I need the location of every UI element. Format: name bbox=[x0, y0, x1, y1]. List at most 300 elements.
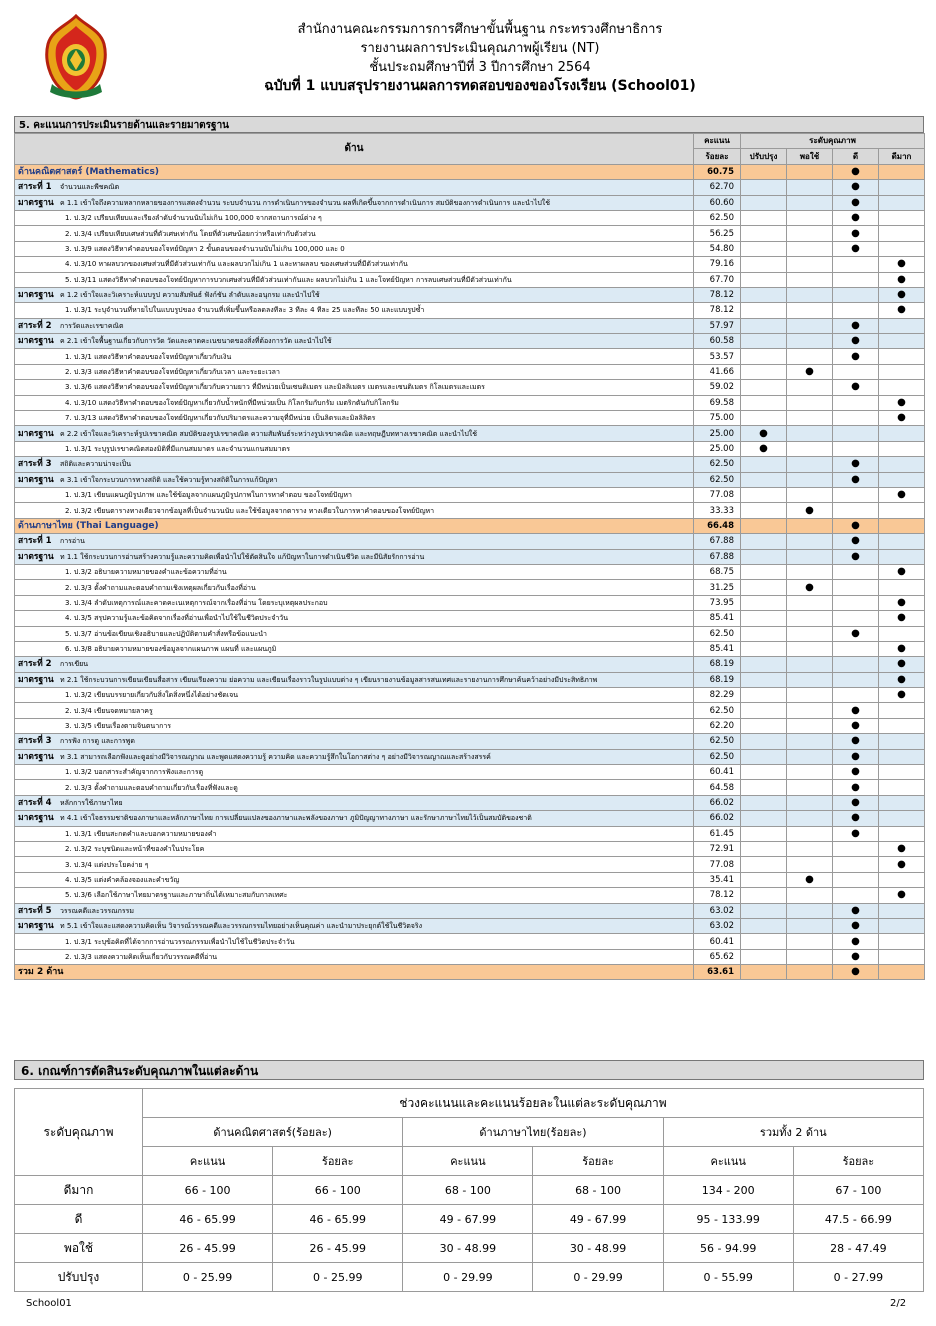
level-dot-icon: ● bbox=[897, 489, 906, 501]
level-cell bbox=[833, 903, 879, 918]
level-cell bbox=[787, 426, 833, 441]
score-row-total bbox=[15, 965, 925, 980]
row-name bbox=[15, 226, 694, 241]
level-cell bbox=[741, 703, 787, 718]
row-name bbox=[15, 164, 694, 179]
level-cell bbox=[787, 811, 833, 826]
criteria-table bbox=[14, 1088, 924, 1292]
level-dot-icon: ● bbox=[897, 396, 906, 408]
level-cell bbox=[879, 580, 925, 595]
level-cell bbox=[741, 487, 787, 502]
level-cell bbox=[833, 641, 879, 656]
row-name bbox=[15, 241, 694, 256]
level-dot-icon: ● bbox=[897, 858, 906, 870]
level-cell bbox=[741, 734, 787, 749]
criteria-value: 56 - 94.99 bbox=[663, 1234, 793, 1263]
section-5-title: 5. คะแนนการประเมินรายด้านและรายมาตรฐาน bbox=[14, 116, 924, 133]
level-cell bbox=[741, 257, 787, 272]
score-row-standard bbox=[15, 918, 925, 933]
level-cell bbox=[741, 780, 787, 795]
level-cell bbox=[833, 564, 879, 579]
criteria-sub-header: ร้อยละ bbox=[533, 1147, 663, 1176]
col-score-header-1: คะแนน bbox=[694, 134, 741, 149]
level-cell bbox=[879, 857, 925, 872]
level-cell bbox=[787, 657, 833, 672]
level-cell bbox=[833, 241, 879, 256]
row-text: 1. ป.3/2 เขียนบรรยายเกี่ยวกับสิ่งใดสิ่งหนึ่งได้อย่างชัดเจน bbox=[65, 691, 239, 700]
row-text: 3. ป.3/6 แสดงวิธีหาคำตอบของโจทย์ปัญหาเกี่ยวกับความยาว ที่มีหน่วยเป็นเซนติเมตร และมิลลิเมตร เมตรและเซนติเมตร กิโลเมตรและเมตร bbox=[65, 383, 485, 392]
level-cell bbox=[741, 626, 787, 641]
level-cell bbox=[787, 949, 833, 964]
score-row-indicator bbox=[15, 226, 925, 241]
score-row-strand bbox=[15, 795, 925, 810]
level-cell bbox=[879, 164, 925, 179]
row-score: 53.57 bbox=[694, 349, 741, 364]
level-cell bbox=[741, 380, 787, 395]
level-cell bbox=[879, 949, 925, 964]
row-score: 63.61 bbox=[694, 965, 741, 980]
level-header: ปรับปรุง bbox=[741, 149, 787, 164]
level-cell bbox=[833, 826, 879, 841]
level-dot-icon: ● bbox=[851, 966, 860, 978]
level-dot-icon: ● bbox=[851, 796, 860, 808]
row-text: การเขียน bbox=[60, 660, 88, 669]
level-cell bbox=[787, 934, 833, 949]
row-score: 35.41 bbox=[694, 872, 741, 887]
row-text: ท 4.1 เข้าใจธรรมชาติของภาษาและหลักภาษาไทย การเปลี่ยนแปลงของภาษาและพลังของภาษา ภูมิปัญญาทางภาษา และรักษาภาษาไทยไว้เป็นสมบัติของชาติ bbox=[60, 814, 532, 823]
row-score: 67.70 bbox=[694, 272, 741, 287]
row-name bbox=[15, 888, 694, 903]
level-cell bbox=[833, 180, 879, 195]
row-text: 1. ป.3/1 ระบุจำนวนที่หายไปในแบบรูปของ จำนวนที่เพิ่มขึ้นหรือลดลงทีละ 3 ทีละ 4 ทีละ 25 และทีละ 50 และแบบรูปซ้ำ bbox=[65, 306, 425, 315]
level-dot-icon: ● bbox=[851, 904, 860, 916]
level-cell bbox=[741, 595, 787, 610]
level-cell bbox=[787, 564, 833, 579]
level-dot-icon: ● bbox=[851, 319, 860, 331]
row-text: 1. ป.3/1 เขียนสะกดคำและบอกความหมายของคำ bbox=[65, 829, 217, 838]
level-cell bbox=[741, 688, 787, 703]
level-cell bbox=[741, 318, 787, 333]
level-cell bbox=[879, 180, 925, 195]
row-score: 66.48 bbox=[694, 518, 741, 533]
level-cell bbox=[741, 888, 787, 903]
level-cell bbox=[833, 795, 879, 810]
row-text: 2. ป.3/2 เขียนตารางทางเดียวจากข้อมูลที่เป็นจำนวนนับ และใช้ข้อมูลจากตาราง ทางเดียวในการหาคำตอบของโจทย์ปัญหา bbox=[65, 506, 435, 515]
criteria-table-body bbox=[15, 1176, 924, 1292]
level-cell bbox=[833, 380, 879, 395]
level-cell bbox=[879, 718, 925, 733]
level-cell bbox=[833, 841, 879, 856]
row-score: 67.88 bbox=[694, 549, 741, 564]
level-cell bbox=[741, 949, 787, 964]
level-cell bbox=[833, 934, 879, 949]
level-cell bbox=[833, 195, 879, 210]
level-cell bbox=[787, 334, 833, 349]
level-cell bbox=[741, 364, 787, 379]
row-score: 56.25 bbox=[694, 226, 741, 241]
score-row-standard bbox=[15, 426, 925, 441]
row-name bbox=[15, 688, 694, 703]
level-cell bbox=[741, 287, 787, 302]
row-name bbox=[15, 195, 694, 210]
row-name bbox=[15, 534, 694, 549]
level-dot-icon: ● bbox=[897, 596, 906, 608]
score-row-indicator bbox=[15, 564, 925, 579]
level-dot-icon: ● bbox=[851, 473, 860, 485]
level-dot-icon: ● bbox=[851, 350, 860, 362]
row-name bbox=[15, 364, 694, 379]
level-cell bbox=[741, 411, 787, 426]
row-text: รวม 2 ด้าน bbox=[18, 967, 64, 978]
row-text: 5. ป.3/6 เลือกใช้ภาษาไทยมาตรฐานและภาษาถิ่นได้เหมาะสมกับกาลเทศะ bbox=[65, 891, 288, 900]
level-cell bbox=[741, 811, 787, 826]
level-cell bbox=[879, 795, 925, 810]
level-cell bbox=[833, 595, 879, 610]
level-dot-icon: ● bbox=[897, 673, 906, 685]
score-row-indicator bbox=[15, 949, 925, 964]
row-key: สาระที่ 3 bbox=[18, 459, 52, 470]
row-name bbox=[15, 934, 694, 949]
row-name bbox=[15, 626, 694, 641]
criteria-value: 68 - 100 bbox=[533, 1176, 663, 1205]
level-cell bbox=[833, 411, 879, 426]
level-cell bbox=[879, 918, 925, 933]
score-row-domain bbox=[15, 518, 925, 533]
level-cell bbox=[741, 826, 787, 841]
row-name bbox=[15, 795, 694, 810]
level-dot-icon: ● bbox=[897, 689, 906, 701]
score-row-indicator bbox=[15, 934, 925, 949]
level-dot-icon: ● bbox=[759, 443, 768, 454]
level-cell bbox=[879, 503, 925, 518]
row-name bbox=[15, 457, 694, 472]
level-cell bbox=[787, 765, 833, 780]
level-cell bbox=[879, 749, 925, 764]
score-row-indicator bbox=[15, 780, 925, 795]
level-cell bbox=[741, 795, 787, 810]
row-name bbox=[15, 472, 694, 487]
score-row-indicator bbox=[15, 595, 925, 610]
level-dot-icon: ● bbox=[897, 289, 906, 301]
level-cell bbox=[787, 349, 833, 364]
score-row-standard bbox=[15, 672, 925, 687]
row-name bbox=[15, 872, 694, 887]
section-6-title: 6. เกณฑ์การตัดสินระดับคุณภาพในแต่ละด้าน bbox=[14, 1060, 924, 1080]
level-cell bbox=[833, 780, 879, 795]
level-cell bbox=[833, 965, 879, 980]
level-dot-icon: ● bbox=[851, 735, 860, 747]
score-row-indicator bbox=[15, 303, 925, 318]
score-row-indicator bbox=[15, 872, 925, 887]
level-cell bbox=[741, 857, 787, 872]
score-row-indicator bbox=[15, 703, 925, 718]
criteria-value: 68 - 100 bbox=[403, 1176, 533, 1205]
level-cell bbox=[787, 549, 833, 564]
criteria-value: 0 - 55.99 bbox=[663, 1263, 793, 1292]
level-cell bbox=[787, 164, 833, 179]
level-cell bbox=[741, 765, 787, 780]
row-text: 4. ป.3/5 สรุปความรู้และข้อคิดจากเรื่องที่อ่านเพื่อนำไปใช้ในชีวิตประจำวัน bbox=[65, 614, 289, 623]
row-score: 63.02 bbox=[694, 903, 741, 918]
criteria-value: 95 - 133.99 bbox=[663, 1205, 793, 1234]
row-name bbox=[15, 965, 694, 980]
row-name bbox=[15, 349, 694, 364]
score-row-indicator bbox=[15, 688, 925, 703]
level-cell bbox=[833, 226, 879, 241]
level-cell bbox=[879, 564, 925, 579]
level-cell bbox=[787, 364, 833, 379]
row-text: สถิติและความน่าจะเป็น bbox=[60, 460, 131, 469]
level-cell bbox=[833, 334, 879, 349]
row-name bbox=[15, 949, 694, 964]
row-name bbox=[15, 426, 694, 441]
score-row-strand bbox=[15, 534, 925, 549]
row-key: มาตรฐาน bbox=[18, 336, 54, 347]
row-text: 2. ป.3/3 แสดงความคิดเห็นเกี่ยวกับวรรณคดีที่อ่าน bbox=[65, 952, 218, 961]
row-score: 77.08 bbox=[694, 487, 741, 502]
level-dot-icon: ● bbox=[897, 658, 906, 670]
criteria-value: 30 - 48.99 bbox=[533, 1234, 663, 1263]
level-dot-icon: ● bbox=[851, 750, 860, 762]
level-cell bbox=[879, 257, 925, 272]
row-text: 1. ป.3/1 ระบุข้อคิดที่ได้จากการอ่านวรรณกรรมเพื่อนำไปใช้ในชีวิตประจำวัน bbox=[65, 937, 295, 946]
level-cell bbox=[741, 426, 787, 441]
row-score: 60.41 bbox=[694, 765, 741, 780]
level-cell bbox=[741, 718, 787, 733]
level-dot-icon: ● bbox=[851, 704, 860, 716]
row-text: 2. ป.3/4 เขียนจดหมายลาครู bbox=[65, 706, 153, 715]
criteria-value: 0 - 29.99 bbox=[403, 1263, 533, 1292]
row-name bbox=[15, 303, 694, 318]
col-area-header: ด้าน bbox=[15, 134, 694, 165]
level-dot-icon: ● bbox=[897, 566, 906, 578]
level-dot-icon: ● bbox=[851, 212, 860, 224]
score-row-indicator bbox=[15, 272, 925, 287]
criteria-level: ดีมาก bbox=[15, 1176, 143, 1205]
header-line-2: รายงานผลการประเมินคุณภาพผู้เรียน (NT) bbox=[360, 41, 600, 56]
row-text: ค 2.2 เข้าใจและวิเคราะห์รูปเรขาคณิต สมบัติของรูปเรขาคณิต ความสัมพันธ์ระหว่างรูปเรขาคณิต และทฤษฎีบททางเรขาคณิต และนำไปใช้ bbox=[60, 429, 477, 438]
level-dot-icon: ● bbox=[805, 581, 814, 593]
criteria-row bbox=[15, 1234, 924, 1263]
row-score: 62.70 bbox=[694, 180, 741, 195]
level-cell bbox=[787, 611, 833, 626]
criteria-value: 26 - 45.99 bbox=[273, 1234, 403, 1263]
row-name bbox=[15, 826, 694, 841]
row-text: ท 1.1 ใช้กระบวนการอ่านสร้างความรู้และความคิดเพื่อนำไปใช้ตัดสินใจ แก้ปัญหาในการดำเนินชีวิต และมีนิสัยรักการอ่าน bbox=[60, 552, 425, 561]
criteria-value: 0 - 25.99 bbox=[143, 1263, 273, 1292]
row-key: มาตรฐาน bbox=[18, 428, 54, 439]
level-cell bbox=[879, 272, 925, 287]
score-row-indicator bbox=[15, 487, 925, 502]
row-score: 66.02 bbox=[694, 795, 741, 810]
level-cell bbox=[787, 195, 833, 210]
level-dot-icon: ● bbox=[851, 535, 860, 547]
level-cell bbox=[787, 380, 833, 395]
level-cell bbox=[879, 380, 925, 395]
row-key: สาระที่ 5 bbox=[18, 905, 52, 916]
level-cell bbox=[741, 349, 787, 364]
level-dot-icon: ● bbox=[851, 827, 860, 839]
row-key: มาตรฐาน bbox=[18, 290, 54, 301]
level-cell bbox=[787, 226, 833, 241]
row-text: หลักการใช้ภาษาไทย bbox=[60, 798, 123, 807]
criteria-value: 67 - 100 bbox=[793, 1176, 923, 1205]
row-text: 2. ป.3/2 ระบุชนิดและหน้าที่ของคำในประโยค bbox=[65, 845, 205, 854]
level-cell bbox=[879, 611, 925, 626]
level-dot-icon: ● bbox=[851, 781, 860, 793]
row-text: 6. ป.3/8 อธิบายความหมายของข้อมูลจากแผนภาพ แผนที่ และแผนภูมิ bbox=[65, 645, 277, 654]
row-score: 60.60 bbox=[694, 195, 741, 210]
level-cell bbox=[833, 872, 879, 887]
header-line-1: สำนักงานคณะกรรมการการศึกษาขั้นพื้นฐาน กระทรวงศึกษาธิการ bbox=[297, 22, 663, 37]
level-cell bbox=[787, 210, 833, 225]
row-name bbox=[15, 549, 694, 564]
row-score: 59.02 bbox=[694, 380, 741, 395]
level-cell bbox=[879, 195, 925, 210]
row-score: 68.19 bbox=[694, 657, 741, 672]
level-cell bbox=[879, 364, 925, 379]
level-cell bbox=[879, 595, 925, 610]
score-row-indicator bbox=[15, 257, 925, 272]
level-cell bbox=[741, 549, 787, 564]
level-cell bbox=[879, 210, 925, 225]
level-dot-icon: ● bbox=[759, 427, 768, 439]
row-key: สาระที่ 4 bbox=[18, 797, 52, 808]
level-cell bbox=[787, 888, 833, 903]
score-row-indicator bbox=[15, 580, 925, 595]
level-cell bbox=[833, 457, 879, 472]
level-cell bbox=[833, 765, 879, 780]
level-cell bbox=[741, 934, 787, 949]
row-score: 57.97 bbox=[694, 318, 741, 333]
level-cell bbox=[787, 580, 833, 595]
level-dot-icon: ● bbox=[851, 812, 860, 824]
level-cell bbox=[741, 580, 787, 595]
criteria-value: 0 - 25.99 bbox=[273, 1263, 403, 1292]
row-name bbox=[15, 734, 694, 749]
row-score: 75.00 bbox=[694, 411, 741, 426]
level-cell bbox=[833, 811, 879, 826]
score-row-indicator bbox=[15, 626, 925, 641]
row-name bbox=[15, 380, 694, 395]
row-name bbox=[15, 780, 694, 795]
row-name bbox=[15, 672, 694, 687]
level-dot-icon: ● bbox=[805, 366, 814, 378]
score-row-strand bbox=[15, 180, 925, 195]
row-name bbox=[15, 903, 694, 918]
row-score: 67.88 bbox=[694, 534, 741, 549]
level-header: พอใช้ bbox=[787, 149, 833, 164]
level-cell bbox=[741, 534, 787, 549]
row-text: 1. ป.3/2 เปรียบเทียบและเรียงลำดับจำนวนนับไม่เกิน 100,000 จากสถานการณ์ต่าง ๆ bbox=[65, 214, 322, 223]
criteria-value: 47.5 - 66.99 bbox=[793, 1205, 923, 1234]
score-row-strand bbox=[15, 734, 925, 749]
level-cell bbox=[787, 918, 833, 933]
row-key: มาตรฐาน bbox=[18, 197, 54, 208]
row-text: 4. ป.3/5 แต่งคำคล้องจองและคำขวัญ bbox=[65, 875, 180, 884]
score-row-indicator bbox=[15, 888, 925, 903]
level-cell bbox=[787, 734, 833, 749]
score-row-indicator bbox=[15, 380, 925, 395]
level-cell bbox=[787, 703, 833, 718]
criteria-domain-header: ด้านคณิตศาสตร์(ร้อยละ) bbox=[143, 1118, 403, 1147]
level-cell bbox=[741, 395, 787, 410]
level-cell bbox=[741, 441, 787, 456]
level-dot-icon: ● bbox=[851, 181, 860, 193]
level-cell bbox=[741, 749, 787, 764]
level-dot-icon: ● bbox=[851, 935, 860, 947]
level-cell bbox=[787, 626, 833, 641]
row-score: 64.58 bbox=[694, 780, 741, 795]
row-score: 25.00 bbox=[694, 441, 741, 456]
row-score: 63.02 bbox=[694, 918, 741, 933]
row-key: มาตรฐาน bbox=[18, 674, 54, 685]
level-dot-icon: ● bbox=[897, 273, 906, 285]
score-table-body bbox=[15, 164, 925, 980]
row-name bbox=[15, 272, 694, 287]
level-cell bbox=[741, 457, 787, 472]
level-cell bbox=[879, 518, 925, 533]
report-header bbox=[0, 0, 936, 108]
level-cell bbox=[741, 226, 787, 241]
row-name bbox=[15, 811, 694, 826]
level-dot-icon: ● bbox=[851, 458, 860, 470]
level-cell bbox=[833, 349, 879, 364]
score-row-indicator bbox=[15, 210, 925, 225]
level-cell bbox=[787, 472, 833, 487]
level-cell bbox=[787, 718, 833, 733]
score-row-indicator bbox=[15, 857, 925, 872]
level-cell bbox=[833, 210, 879, 225]
row-text: 1. ป.3/1 แสดงวิธีหาคำตอบของโจทย์ปัญหาเกี่ยวกับเงิน bbox=[65, 352, 232, 361]
level-cell bbox=[879, 411, 925, 426]
level-cell bbox=[787, 411, 833, 426]
level-cell bbox=[879, 287, 925, 302]
level-cell bbox=[879, 334, 925, 349]
level-cell bbox=[787, 903, 833, 918]
level-cell bbox=[741, 918, 787, 933]
col-levels-header: ระดับคุณภาพ bbox=[741, 134, 925, 149]
row-name bbox=[15, 580, 694, 595]
criteria-value: 0 - 29.99 bbox=[533, 1263, 663, 1292]
level-cell bbox=[879, 426, 925, 441]
level-cell bbox=[833, 287, 879, 302]
level-cell bbox=[833, 472, 879, 487]
row-key: มาตรฐาน bbox=[18, 921, 54, 932]
row-name bbox=[15, 210, 694, 225]
criteria-row bbox=[15, 1205, 924, 1234]
score-row-indicator bbox=[15, 411, 925, 426]
row-text: 3. ป.3/4 แต่งประโยคง่าย ๆ bbox=[65, 860, 149, 869]
row-text: 1. ป.3/2 บอกสาระสำคัญจากการฟังและการดู bbox=[65, 768, 204, 777]
row-text: การฟัง การดู และการพูด bbox=[60, 737, 135, 746]
header-line-4: ฉบับที่ 1 แบบสรุปรายงานผลการทดสอบของของโรงเรียน (School01) bbox=[264, 78, 696, 94]
level-dot-icon: ● bbox=[851, 720, 860, 732]
row-score: 73.95 bbox=[694, 595, 741, 610]
row-text: ท 2.1 ใช้กระบวนการเขียนเขียนสื่อสาร เขียนเรียงความ ย่อความ และเขียนเรื่องราวในรูปแบบต่าง ๆ เขียนรายงานข้อมูลสารสนเทศและรายงานการศึกษาค้นคว้าอย่างมีประสิทธิภาพ bbox=[60, 675, 598, 684]
score-row-strand bbox=[15, 657, 925, 672]
row-name bbox=[15, 334, 694, 349]
score-row-indicator bbox=[15, 241, 925, 256]
level-cell bbox=[833, 657, 879, 672]
level-cell bbox=[879, 872, 925, 887]
row-score: 78.12 bbox=[694, 303, 741, 318]
level-cell bbox=[879, 657, 925, 672]
row-score: 33.33 bbox=[694, 503, 741, 518]
level-dot-icon: ● bbox=[851, 627, 860, 639]
level-cell bbox=[879, 241, 925, 256]
row-text: จำนวนและพีชคณิต bbox=[60, 183, 120, 192]
